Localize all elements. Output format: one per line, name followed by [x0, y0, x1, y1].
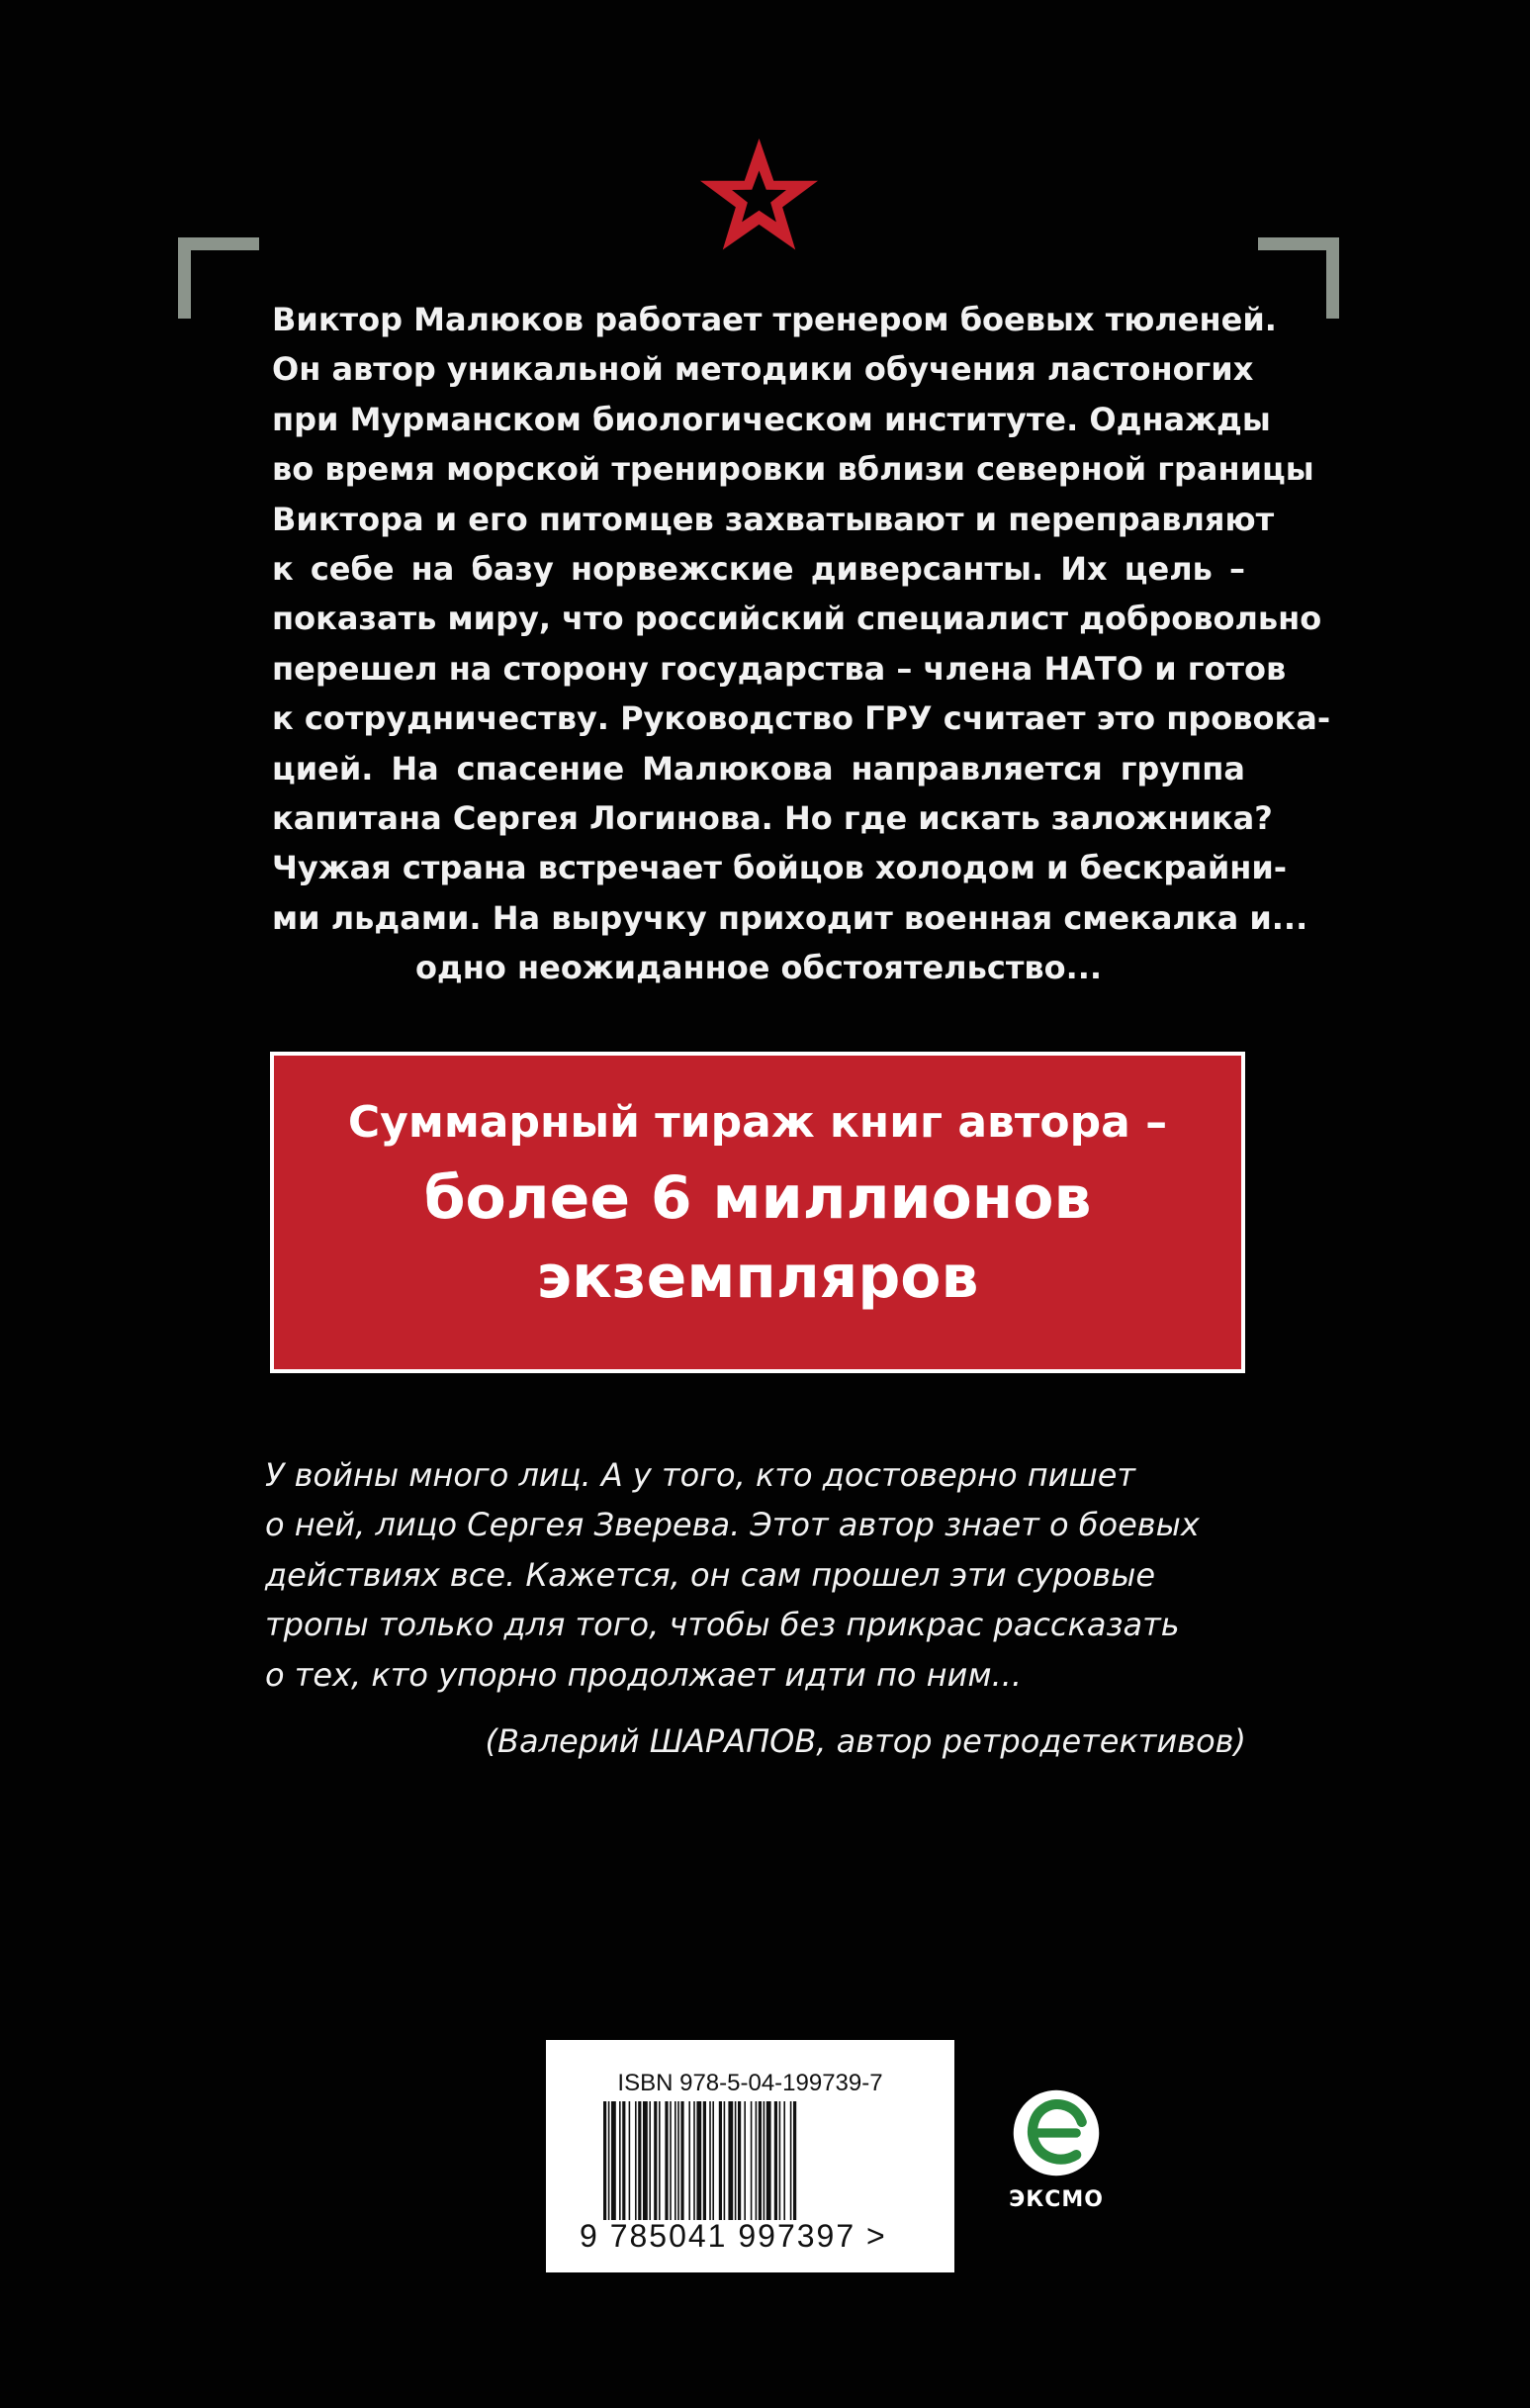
synopsis-line: Он автор уникальной методики обучения ластоногих: [272, 350, 1254, 389]
circulation-banner: [270, 1052, 1245, 1373]
synopsis-line: к себе на базу норвежские диверсанты. Их цель –: [272, 550, 1245, 589]
book-synopsis: [272, 295, 1331, 993]
synopsis-line: при Мурманском биологическом институте. Однажды: [272, 400, 1271, 438]
publisher-name: ЭКСМО: [1009, 2187, 1104, 2212]
quote-attribution: (Валерий ШАРАПОВ, автор ретродетективов): [485, 1722, 1246, 1760]
eksmo-logo-icon: [1011, 2087, 1102, 2178]
isbn-barcode: [546, 2040, 954, 2272]
synopsis-line: Виктора и его питомцев захватывают и переправляют: [272, 500, 1275, 538]
quote-line: У войны много лиц. А у того, кто достоверно пишет: [265, 1456, 1136, 1494]
quote-line: тропы только для того, чтобы без прикрас рассказать: [265, 1606, 1180, 1644]
red-star-icon: [697, 134, 821, 257]
synopsis-line: Виктор Малюков работает тренером боевых тюленей.: [272, 301, 1277, 338]
synopsis-line: ми льдами. На выручку приходит военная смекалка и...: [272, 898, 1308, 937]
circulation-banner-line: Суммарный тираж книг автора –: [347, 1097, 1168, 1148]
synopsis-line: во время морской тренировки вблизи северной границы: [272, 450, 1314, 489]
quote-line: о ней, лицо Сергея Зверева. Этот автор знает о боевых: [265, 1506, 1200, 1544]
isbn-number: ISBN 978-5-04-199739-7: [617, 2070, 883, 2096]
synopsis-line: Чужая страна встречает бойцов холодом и бескрайни-: [272, 849, 1288, 887]
review-quote: [265, 1450, 1254, 1700]
synopsis-line: показать миру, что российский специалист добровольно: [272, 600, 1322, 638]
synopsis-line: одно неожиданное обстоятельство...: [414, 949, 1103, 987]
quote-line: о тех, кто упорно продолжает идти по ним...: [265, 1655, 1022, 1694]
quote-line: действиях все. Кажется, он сам прошел эти суровые: [265, 1555, 1156, 1594]
ean-digits: 9 785041 997397 >: [580, 2218, 887, 2254]
circulation-banner-line: более 6 миллионов: [423, 1163, 1092, 1233]
synopsis-line: цией. На спасение Малюкова направляется группа: [272, 749, 1245, 787]
synopsis-line: капитана Сергея Логинова. Но где искать заложника?: [272, 799, 1273, 838]
barcode-bars: [603, 2101, 900, 2220]
synopsis-line: перешел на сторону государства – члена НАТО и готов: [272, 649, 1287, 688]
publisher-mark: [1007, 2087, 1106, 2216]
circulation-banner-line: экземпляров: [536, 1243, 979, 1312]
frame-corner-left: [178, 237, 259, 319]
synopsis-line: к сотрудничеству. Руководство ГРУ считает это провока-: [272, 699, 1331, 738]
